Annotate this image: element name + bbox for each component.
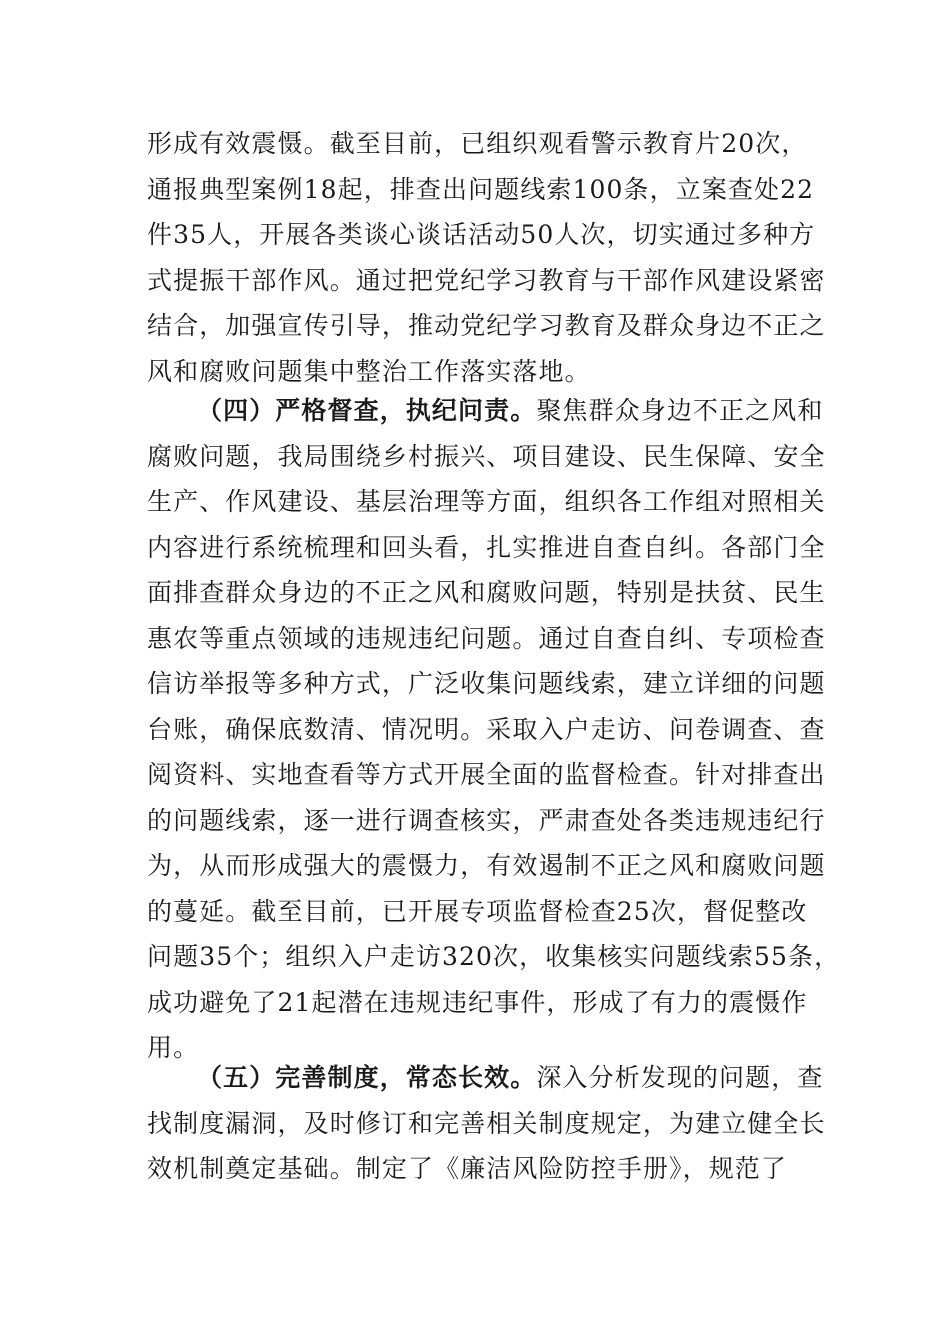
text-line: 件35人，开展各类谈心谈话活动50人次，切实通过多种方 [147,220,816,249]
text-line: 找制度漏洞，及时修订和完善相关制度规定，为建立健全长 [147,1108,826,1138]
section-5-first-line [147,1055,824,1101]
text-line: 的问题线索，逐一进行调查核实，严肃查处各类违规违纪行 [147,805,826,835]
text-line: 效机制奠定基础。制定了《廉洁风险防控手册》，规范了 [147,1154,788,1183]
text-line: 生产、作风建设、基层治理等方面，组织各工作组对照相关 [147,487,826,516]
section-5-first-line-text: 深入分析发现的问题，查 [536,1063,824,1092]
text-line: 成功避免了21起潜在违规违纪事件，形成了有力的震慑作 [147,987,808,1017]
section-4-first-line-text: 聚焦群众身边不正之风和 [536,396,824,425]
text-line: 信访举报等多种方式，广泛收集问题线索，建立详细的问题 [147,669,826,698]
section-5-paragraph [147,1055,826,1192]
text-line: 式提振干部作风。通过把党纪学习教育与干部作风建设紧密 [147,265,826,295]
section-5-heading: （五）完善制度，常态长效。 [197,1063,537,1092]
text-line: 面排查群众身边的不正之风和腐败问题，特别是扶贫、民生 [147,578,826,607]
text-line: 腐败问题，我局围绕乡村振兴、项目建设、民生保障、安全 [147,441,826,471]
text-line: 结合，加强宣传引导，推动党纪学习教育及群众身边不正之 [147,311,826,340]
text-line: 用。 [147,1033,200,1062]
section-4-paragraph [147,388,841,1071]
text-line: 为，从而形成强大的震慑力，有效遏制不正之风和腐败问题 [147,851,826,880]
section-4-heading: （四）严格督查，执纪问责。 [197,396,537,425]
text-line: 通报典型案例18起，排查出问题线索100条，立案查处22 [147,174,815,204]
text-line: 内容进行系统梳理和回头看，扎实推进自查自纠。各部门全 [147,532,826,562]
text-line: 的蔓延。截至目前，已开展专项监督检查25次，督促整改 [147,896,808,926]
section-4-first-line [147,388,824,434]
text-line: 台账，确保底数清、情况明。采取入户走访、问卷调查、查 [147,714,826,744]
text-line: 形成有效震慑。截至目前，已组织观看警示教育片20次， [147,129,808,158]
text-line: 风和腐败问题集中整治工作落实落地。 [147,356,591,386]
text-line: 问题35个；组织入户走访320次，收集核实问题线索55条， [147,942,841,971]
text-line: 阅资料、实地查看等方式开展全面的监督检查。针对排查出 [147,760,826,789]
paragraph-continuation [147,121,826,394]
text-line: 惠农等重点领域的违规违纪问题。通过自查自纠、专项检查 [147,623,826,653]
